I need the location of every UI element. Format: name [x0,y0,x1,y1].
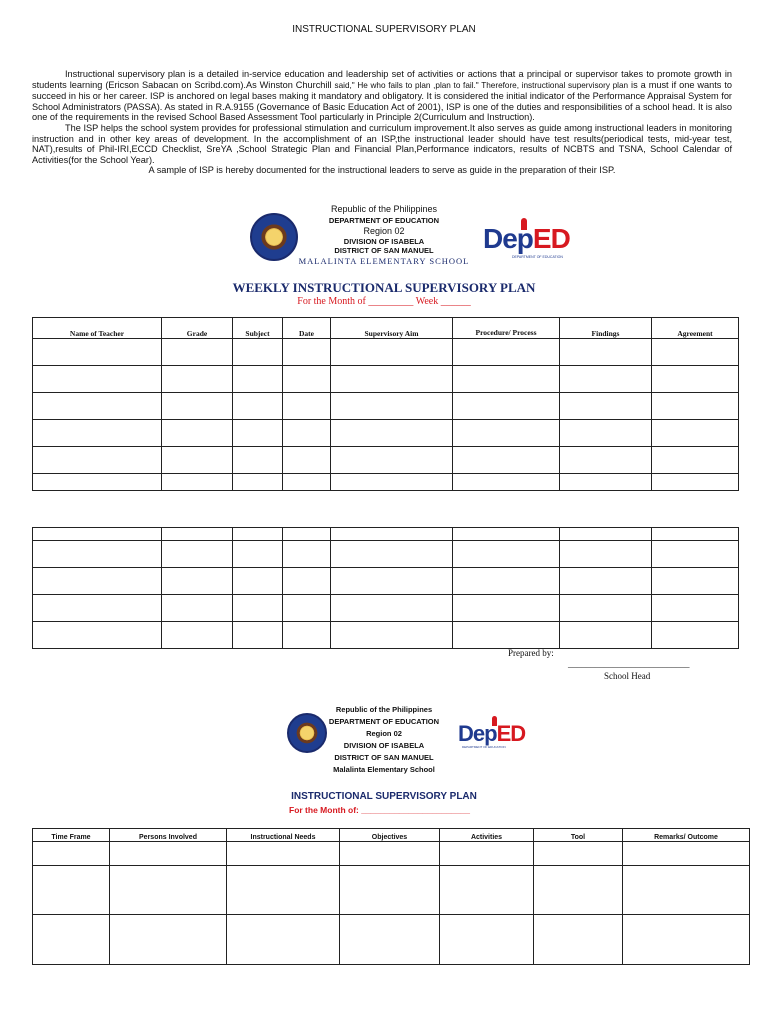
table-cell[interactable] [283,568,331,595]
table-cell[interactable] [283,622,331,649]
table-cell[interactable] [652,393,739,420]
table-cell[interactable] [331,541,453,568]
deped-logo-sub: DEPARTMENT OF EDUCATION [462,745,506,749]
table-row [33,366,739,393]
table-cell[interactable] [33,420,162,447]
table-cell[interactable] [652,474,739,491]
col-persons-involved: Persons Involved [110,829,227,842]
table-cell[interactable] [331,339,453,366]
table-cell[interactable] [233,528,283,541]
prepared-by-label: Prepared by: [508,648,554,658]
col-remarks-outcome: Remarks/ Outcome [623,829,750,842]
col-objectives: Objectives [340,829,440,842]
table-row [33,339,739,366]
table-cell[interactable] [162,541,233,568]
table-cell[interactable] [331,568,453,595]
table-cell[interactable] [560,339,652,366]
table-cell[interactable] [340,915,440,965]
table-cell[interactable] [33,339,162,366]
table-cell[interactable] [162,528,233,541]
table-cell[interactable] [233,541,283,568]
weekly-header-row [33,318,739,339]
table-cell[interactable] [110,866,227,915]
table-cell[interactable] [453,528,560,541]
letterhead-1-department: DEPARTMENT OF EDUCATION [328,216,440,225]
table-cell[interactable] [283,339,331,366]
col-date: Date [283,318,331,339]
table-row [33,474,739,491]
table-cell[interactable] [560,541,652,568]
intro-paragraph-3: A sample of ISP is hereby documented for the instructional leaders to serve as guide in the preparation of their ISP. [148,165,616,176]
table-cell[interactable] [560,366,652,393]
letterhead-2-school: Malalinta Elementary School [333,765,435,774]
table-cell[interactable] [33,842,110,866]
table-row [33,393,739,420]
letterhead-2-division: DIVISION OF ISABELA [343,741,425,750]
table-cell[interactable] [652,595,739,622]
table-cell[interactable] [652,528,739,541]
table-cell[interactable] [652,420,739,447]
table-cell[interactable] [560,595,652,622]
monthly-plan-table [32,828,750,965]
table-row [33,866,750,915]
table-cell[interactable] [453,447,560,474]
table-cell[interactable] [652,568,739,595]
deped-logo: DepED [483,223,570,254]
table-cell[interactable] [453,393,560,420]
col-findings: Findings [560,318,652,339]
table-row [33,420,739,447]
table-cell[interactable] [233,568,283,595]
table-cell[interactable] [227,915,340,965]
table-cell[interactable] [652,339,739,366]
deped-logo: DepED [458,721,526,746]
table-cell[interactable] [33,866,110,915]
col-tool: Tool [534,829,623,842]
weekly-plan-table-1 [32,317,739,491]
table-cell[interactable] [283,393,331,420]
table-cell[interactable] [453,541,560,568]
table-cell[interactable] [623,842,750,866]
table-cell[interactable] [623,866,750,915]
table-cell[interactable] [652,366,739,393]
table-cell[interactable] [453,595,560,622]
table-cell[interactable] [534,866,623,915]
table-cell[interactable] [33,366,162,393]
table-cell[interactable] [33,447,162,474]
col-procedure-process: Procedure/ Process [453,318,560,339]
table-cell[interactable] [233,622,283,649]
table-cell[interactable] [162,447,233,474]
table-cell[interactable] [652,541,739,568]
monthly-subtitle: For the Month of: _______________________ [289,805,470,815]
table-cell[interactable] [440,866,534,915]
table-cell[interactable] [560,528,652,541]
col-agreement: Agreement [652,318,739,339]
letterhead-2-district: DISTRICT OF SAN MANUEL [334,753,434,762]
table-cell[interactable] [560,393,652,420]
table-cell[interactable] [283,595,331,622]
table-cell[interactable] [162,595,233,622]
table-cell[interactable] [162,622,233,649]
table-cell[interactable] [162,366,233,393]
table-cell[interactable] [233,474,283,491]
table-cell[interactable] [340,842,440,866]
table-cell[interactable] [33,474,162,491]
table-cell[interactable] [453,568,560,595]
weekly-subtitle: For the Month of _________ Week ______ [297,296,471,307]
table-cell[interactable] [623,915,750,965]
table-cell[interactable] [33,541,162,568]
table-cell[interactable] [331,366,453,393]
table-cell[interactable] [233,447,283,474]
signature-line: ___________________________ [568,659,690,669]
table-cell[interactable] [652,622,739,649]
col-instructional-needs: Instructional Needs [227,829,340,842]
table-cell[interactable] [283,447,331,474]
table-row [33,541,739,568]
school-head-label: School Head [604,671,651,681]
table-cell[interactable] [33,622,162,649]
col-supervisory-aim: Supervisory Aim [331,318,453,339]
intro-paragraph-1 [32,69,732,123]
table-cell[interactable] [534,842,623,866]
table-cell[interactable] [233,339,283,366]
intro-text [32,69,732,176]
letterhead-2-republic: Republic of the Philippines [335,705,433,714]
table-cell[interactable] [283,420,331,447]
table-cell[interactable] [33,393,162,420]
table-cell[interactable] [162,393,233,420]
table-cell[interactable] [233,366,283,393]
table-cell[interactable] [33,528,162,541]
letterhead-1-division: DIVISION OF ISABELA [343,237,425,246]
table-cell[interactable] [331,595,453,622]
table-cell[interactable] [283,541,331,568]
table-cell[interactable] [33,568,162,595]
table-row [33,528,739,541]
intro-p1-b: is a must if one wants to succeed in his or her career. ISP is anchored on legal bases making it mandatory and obligatory. It is considered the initial indicator of the Performance Appraisal System for School Administrators (PASSA). As stated in R.A.9155 (Governance of Basic Education Act of 2001), ISP is one of the duties and responsibilities of a school head. It is also one of the requirements in the revised School Based Assessment Tool particularly in Principle 2(Curriculum and Instruction). [32,79,733,123]
document-title: INSTRUCTIONAL SUPERVISORY PLAN [292,24,476,35]
table-cell[interactable] [560,622,652,649]
letterhead-2-department: DEPARTMENT OF EDUCATION [328,717,440,726]
letterhead-1-republic: Republic of the Philippines [330,204,438,214]
table-cell[interactable] [560,447,652,474]
table-row [33,842,750,866]
table-cell[interactable] [440,915,534,965]
monthly-header-row [33,829,750,842]
table-cell[interactable] [331,528,453,541]
table-row [33,447,739,474]
table-cell[interactable] [227,866,340,915]
table-cell[interactable] [283,366,331,393]
table-cell[interactable] [440,842,534,866]
table-row [33,622,739,649]
table-cell[interactable] [331,447,453,474]
table-cell[interactable] [233,420,283,447]
col-subject: Subject [233,318,283,339]
table-cell[interactable] [33,595,162,622]
table-cell[interactable] [331,622,453,649]
table-cell[interactable] [652,447,739,474]
table-cell[interactable] [453,366,560,393]
weekly-title: WEEKLY INSTRUCTIONAL SUPERVISORY PLAN [232,280,536,295]
table-cell[interactable] [331,420,453,447]
table-cell[interactable] [162,474,233,491]
weekly-plan-table-2 [32,527,739,649]
table-row [33,595,739,622]
table-cell[interactable] [110,842,227,866]
letterhead-1-district: DISTRICT OF SAN MANUEL [334,246,434,255]
col-grade: Grade [162,318,233,339]
table-row [33,568,739,595]
table-cell[interactable] [560,568,652,595]
table-cell[interactable] [331,474,453,491]
letterhead-2-region: Region 02 [366,729,402,738]
table-cell[interactable] [560,474,652,491]
table-cell[interactable] [453,339,560,366]
table-cell[interactable] [331,393,453,420]
table-cell[interactable] [162,420,233,447]
col-name-of-teacher: Name of Teacher [33,318,162,339]
table-cell[interactable] [560,420,652,447]
table-cell[interactable] [283,528,331,541]
monthly-title: INSTRUCTIONAL SUPERVISORY PLAN [291,791,477,802]
table-cell[interactable] [233,595,283,622]
intro-p1-quote: said," He who fails to plan ,plan to fail." Therefore, instructional supervisory plan [334,80,629,90]
table-cell[interactable] [33,915,110,965]
deped-logo-sub: DEPARTMENT OF EDUCATION [512,255,563,259]
intro-p1-a: Instructional supervisory plan is a detailed in-service education and leadership set of activities or actions that a principal or supervisor takes to promote growth in students learning (Ericson Sabacan on Scribd.com).As Winston Churchill [32,69,732,90]
table-cell[interactable] [227,842,340,866]
table-cell[interactable] [162,339,233,366]
table-cell[interactable] [162,568,233,595]
table-cell[interactable] [283,474,331,491]
table-cell[interactable] [453,474,560,491]
table-cell[interactable] [233,393,283,420]
table-cell[interactable] [453,622,560,649]
table-row [33,915,750,965]
intro-paragraph-2: The ISP helps the school system provides for professional stimulation and curriculum improvement.It also serves as guide among instructional leaders in monitoring instruction and in other key areas of development. In the accomplishment of an ISP,the instructional leader should have test results(periodical tests, mid-year test, NAT),results of Phil-IRI,ECCD Checklist, SreYA ,School Strategic Plan and Financial Plan,Performance indicators, results of NCBTS and TSNA, School Calendar of Activities(for the School Year). [32,122,732,165]
table-cell[interactable] [110,915,227,965]
col-time-frame: Time Frame [33,829,110,842]
table-cell[interactable] [340,866,440,915]
letterhead-1-region: Region 02 [363,226,405,236]
table-cell[interactable] [534,915,623,965]
col-activities: Activities [440,829,534,842]
letterhead-1-school: MALALINTA ELEMENTARY SCHOOL [298,256,470,266]
table-cell[interactable] [453,420,560,447]
